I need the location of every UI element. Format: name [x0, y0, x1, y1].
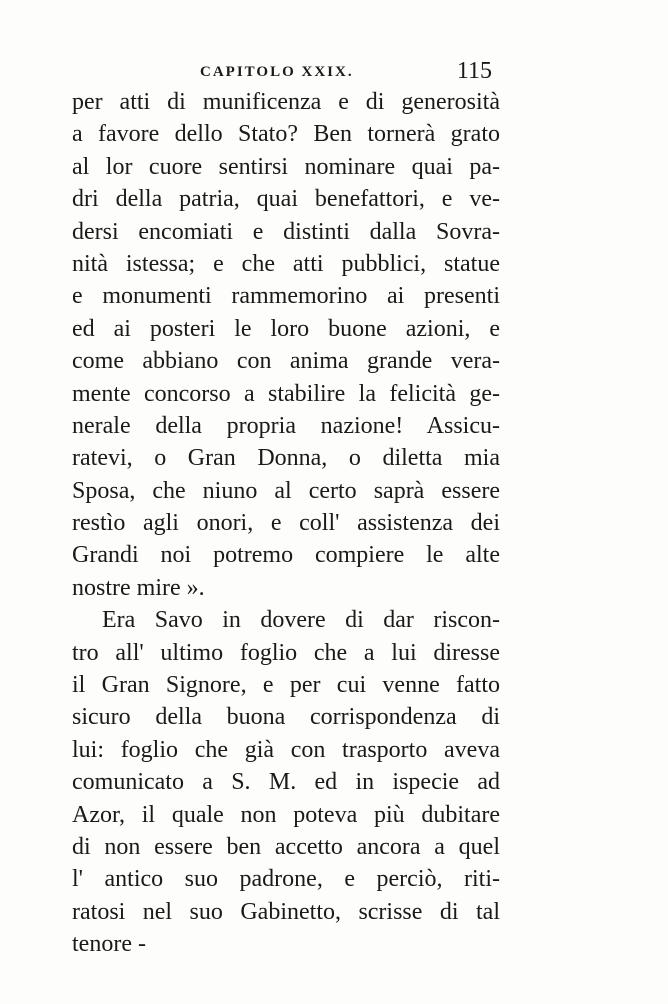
page-header [72, 58, 496, 88]
text-line: tenore - [72, 931, 146, 958]
running-head: CAPITOLO XXIX. [200, 64, 354, 80]
text-line: e monumenti rammemorino ai presenti [72, 283, 500, 310]
text-line: il Gran Signore, e per cui venne fatto [72, 672, 500, 699]
text-line: dersi encomiati e distinti dalla Sovra- [72, 218, 500, 245]
text-line: restìo agli onori, e coll' assistenza dei [72, 510, 500, 537]
text-line: Grandi noi potremo compiere le alte [72, 542, 500, 569]
text-line: comunicato a S. M. ed in ispecie ad [72, 769, 500, 796]
text-line: tro all' ultimo foglio che a lui diresse [72, 639, 500, 666]
text-line: mente concorso a stabilire la felicità ge- [72, 380, 500, 407]
body-text [72, 86, 500, 961]
text-line: Sposa, che niuno al certo saprà essere [72, 477, 500, 504]
text-line: dri della patria, quai benefattori, e ve- [72, 186, 500, 213]
page-number: 115 [456, 58, 492, 84]
text-line: Era Savo in dovere di dar riscon- [102, 607, 500, 634]
text-line: lui: foglio che già con trasporto aveva [72, 736, 500, 763]
text-line: ratevi, o Gran Donna, o diletta mia [72, 445, 500, 472]
text-line: nerale della propria nazione! Assicu- [72, 412, 500, 439]
text-line: l' antico suo padrone, e perciò, riti- [72, 866, 500, 893]
paragraph-2 [72, 604, 500, 960]
text-line: nostre mire ». [72, 574, 205, 601]
text-line: ratosi nel suo Gabinetto, scrisse di tal [72, 898, 500, 925]
text-line: Azor, il quale non poteva più dubitare [72, 801, 500, 828]
text-line: sicuro della buona corrispondenza di [72, 704, 500, 731]
text-line: a favore dello Stato? Ben tornerà grato [72, 121, 500, 148]
text-line: ed ai posteri le loro buone azioni, e [72, 315, 500, 342]
text-line: al lor cuore sentirsi nominare quai pa- [72, 153, 500, 180]
text-line: per atti di munificenza e di generosità [72, 89, 500, 115]
paragraph-1 [72, 86, 500, 604]
text-line: come abbiano con anima grande vera- [72, 348, 500, 375]
text-line: di non essere ben accetto ancora a quel [72, 833, 500, 860]
text-line: nità istessa; e che atti pubblici, statue [72, 250, 500, 277]
